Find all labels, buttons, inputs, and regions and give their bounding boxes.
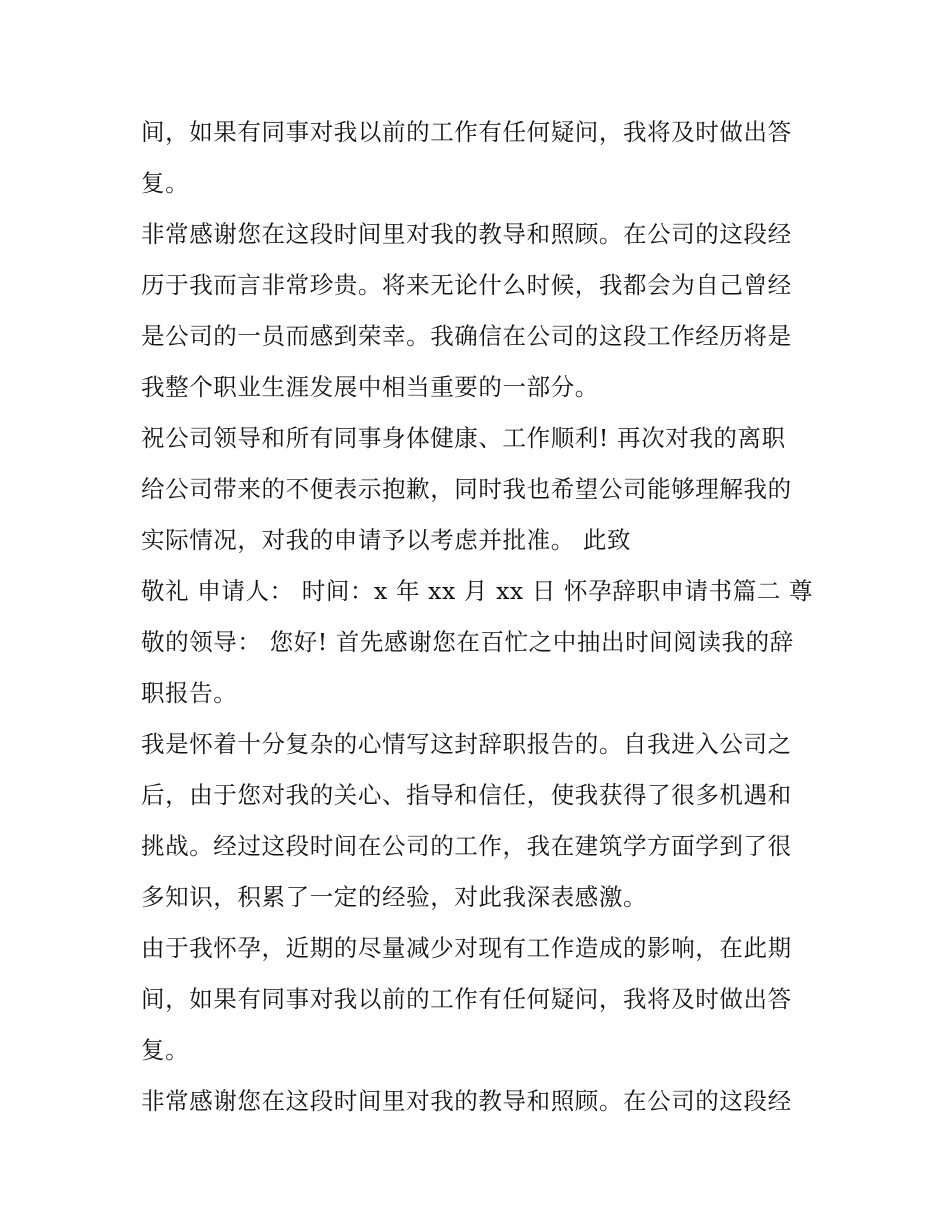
text-line: 间，如果有同事对我以前的工作有任何疑问，我将及时做出答 [141, 985, 792, 1013]
text-line: 由于我怀孕，近期的尽量减少对现有工作造成的影响，在此期 [141, 934, 792, 962]
text-line: 复。 [141, 1036, 190, 1064]
text-line: 我是怀着十分复杂的心情写这封辞职报告的。自我进入公司之 [141, 730, 792, 758]
text-line: 历于我而言非常珍贵。将来无论什么时候，我都会为自己曾经 [141, 271, 792, 299]
text-line: 多知识，积累了一定的经验，对此我深表感激。 [141, 883, 648, 911]
text-line: 非常感谢您在这段时间里对我的教导和照顾。在公司的这段经 [141, 1087, 792, 1115]
text-line: 是公司的一员而感到荣幸。我确信在公司的这段工作经历将是 [141, 322, 792, 350]
text-line: 实际情况，对我的申请予以考虑并批准。 此致 [141, 526, 632, 554]
text-line: 我整个职业生涯发展中相当重要的一部分。 [141, 373, 599, 401]
text-line: 非常感谢您在这段时间里对我的教导和照顾。在公司的这段经 [141, 220, 792, 248]
document-body [141, 107, 821, 1127]
text-line: 复。 [141, 169, 190, 197]
text-line: 敬礼 申请人： 时间：x 年 xx 月 xx 日 怀孕辞职申请书篇二 尊 [141, 577, 814, 605]
text-line: 挑战。经过这段时间在公司的工作，我在建筑学方面学到了很 [141, 832, 792, 860]
text-line: 敬的领导： 您好! 首先感谢您在百忙之中抽出时间阅读我的辞 [141, 628, 794, 656]
text-line: 祝公司领导和所有同事身体健康、工作顺利! 再次对我的离职 [141, 424, 786, 452]
text-line: 职报告。 [141, 679, 238, 707]
text-line: 间，如果有同事对我以前的工作有任何疑问，我将及时做出答 [141, 118, 792, 146]
text-line: 后，由于您对我的关心、指导和信任，使我获得了很多机遇和 [141, 781, 792, 809]
text-line: 给公司带来的不便表示抱歉，同时我也希望公司能够理解我的 [141, 475, 792, 503]
